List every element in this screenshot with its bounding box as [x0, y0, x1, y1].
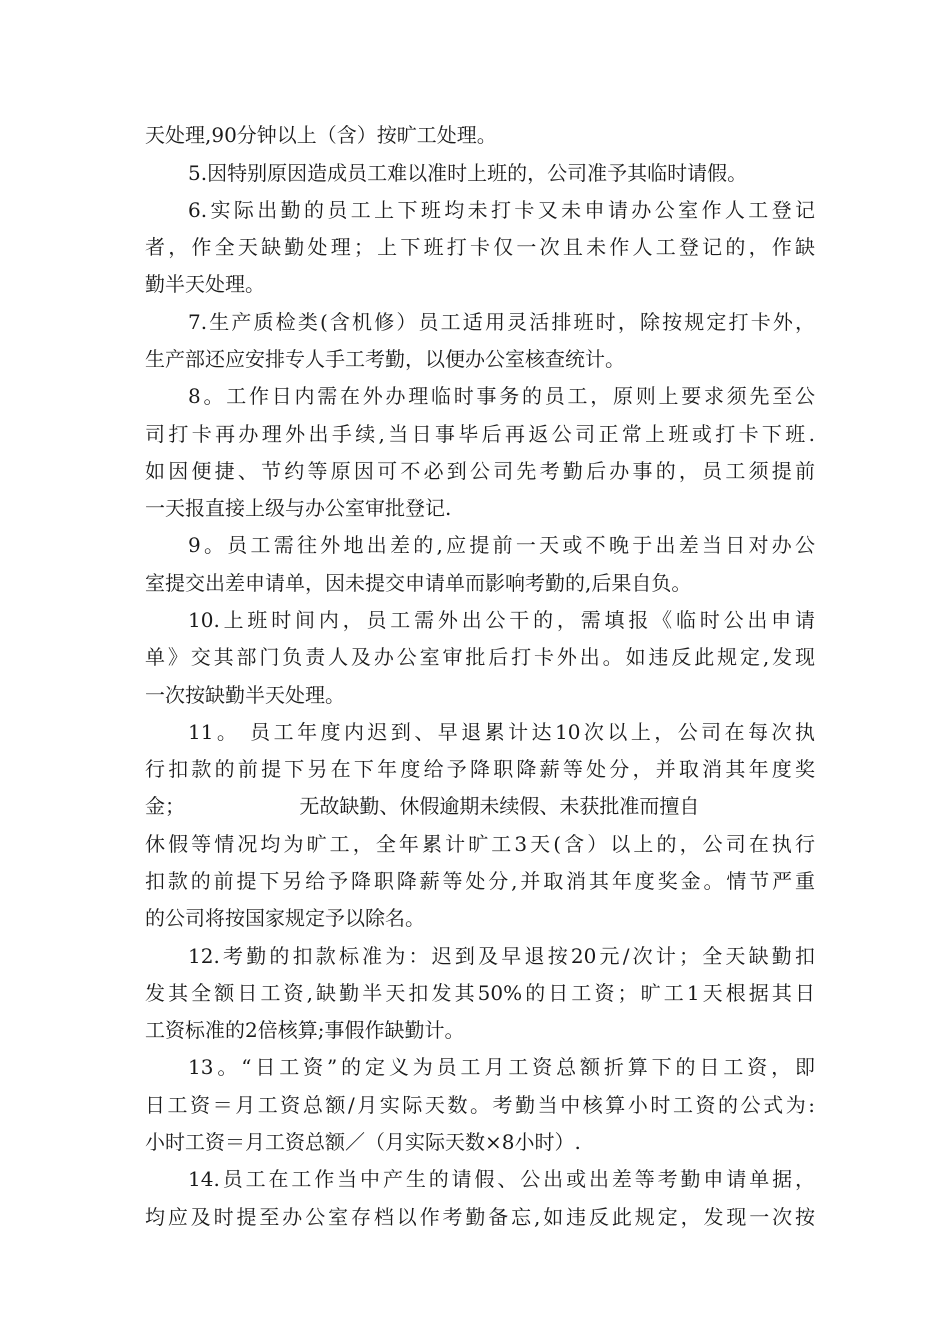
text-line: 者，作全天缺勤处理；上下班打卡仅一次且未作人工登记的，作缺: [145, 235, 815, 259]
text-line: 发其全额日工资,缺勤半天扣发其50%的日工资；旷工1天根据其日: [145, 981, 815, 1005]
text-line: 一次按缺勤半天处理。: [145, 683, 345, 707]
text-line: 的公司将按国家规定予以除名。: [145, 906, 425, 930]
text-line: 工资标准的2倍核算;事假作缺勤计。: [145, 1018, 465, 1042]
text-line: 生产部还应安排专人手工考勤，以便办公室核查统计。: [145, 347, 625, 371]
paragraph-10-line: 10.上班时间内，员工需外出公干的，需填报《临时公出申请: [188, 608, 815, 632]
paragraph-6-line: 6.实际出勤的员工上下班均未打卡又未申请办公室作人工登记: [188, 198, 815, 222]
text-line: 休假等情况均为旷工，全年累计旷工3天(含）以上的，公司在执行: [145, 832, 815, 856]
text-line: 勤半天处理。: [145, 272, 265, 296]
text-line: 天处理,90分钟以上（含）按旷工处理。: [145, 123, 497, 147]
text-line: 单》交其部门负责人及办公室审批后打卡外出。如违反此规定,发现: [145, 645, 815, 669]
text-line: 如因便捷、节约等原因可不必到公司先考勤后办事的，员工须提前: [145, 459, 815, 483]
paragraph-9-line: 9。员工需往外地出差的,应提前一天或不晚于出差当日对办公: [188, 533, 815, 557]
paragraph-8-line: 8。工作日内需在外办理临时事务的员工，原则上要求须先至公: [188, 384, 815, 408]
paragraph-13-line: 13。“日工资”的定义为员工月工资总额折算下的日工资，即: [188, 1055, 815, 1079]
paragraph-5-line: 5.因特别原因造成员工难以准时上班的，公司准予其临时请假。: [188, 161, 748, 185]
text-line: 一天报直接上级与办公室审批登记.: [145, 496, 452, 520]
text-line: 日工资＝月工资总额/月实际天数。考勤当中核算小时工资的公式为:: [145, 1093, 815, 1117]
text-line: 金； 无故缺勤、休假逾期未续假、未获批准而擅自: [145, 794, 700, 818]
paragraph-12-line: 12.考勤的扣款标准为：迟到及早退按20元/次计；全天缺勤扣: [188, 944, 815, 968]
text-line: 均应及时提至办公室存档以作考勤备忘,如违反此规定，发现一次按: [145, 1205, 815, 1229]
text-line: 行扣款的前提下另在下年度给予降职降薪等处分，并取消其年度奖: [145, 757, 815, 781]
paragraph-11-line: 11。 员工年度内迟到、早退累计达10次以上，公司在每次执: [188, 720, 815, 744]
paragraph-7-line: 7.生产质检类(含机修）员工适用灵活排班时，除按规定打卡外，: [188, 310, 815, 334]
text-line: 扣款的前提下另给予降职降薪等处分,并取消其年度奖金。情节严重: [145, 869, 815, 893]
text-line: 小时工资＝月工资总额／（月实际天数×8小时）.: [145, 1130, 581, 1154]
text-line: 司打卡再办理外出手续,当日事毕后再返公司正常上班或打卡下班.: [145, 422, 815, 446]
paragraph-14-line: 14.员工在工作当中产生的请假、公出或出差等考勤申请单据，: [188, 1167, 815, 1191]
text-line: 室提交出差申请单，因未提交申请单而影响考勤的,后果自负。: [145, 571, 692, 595]
